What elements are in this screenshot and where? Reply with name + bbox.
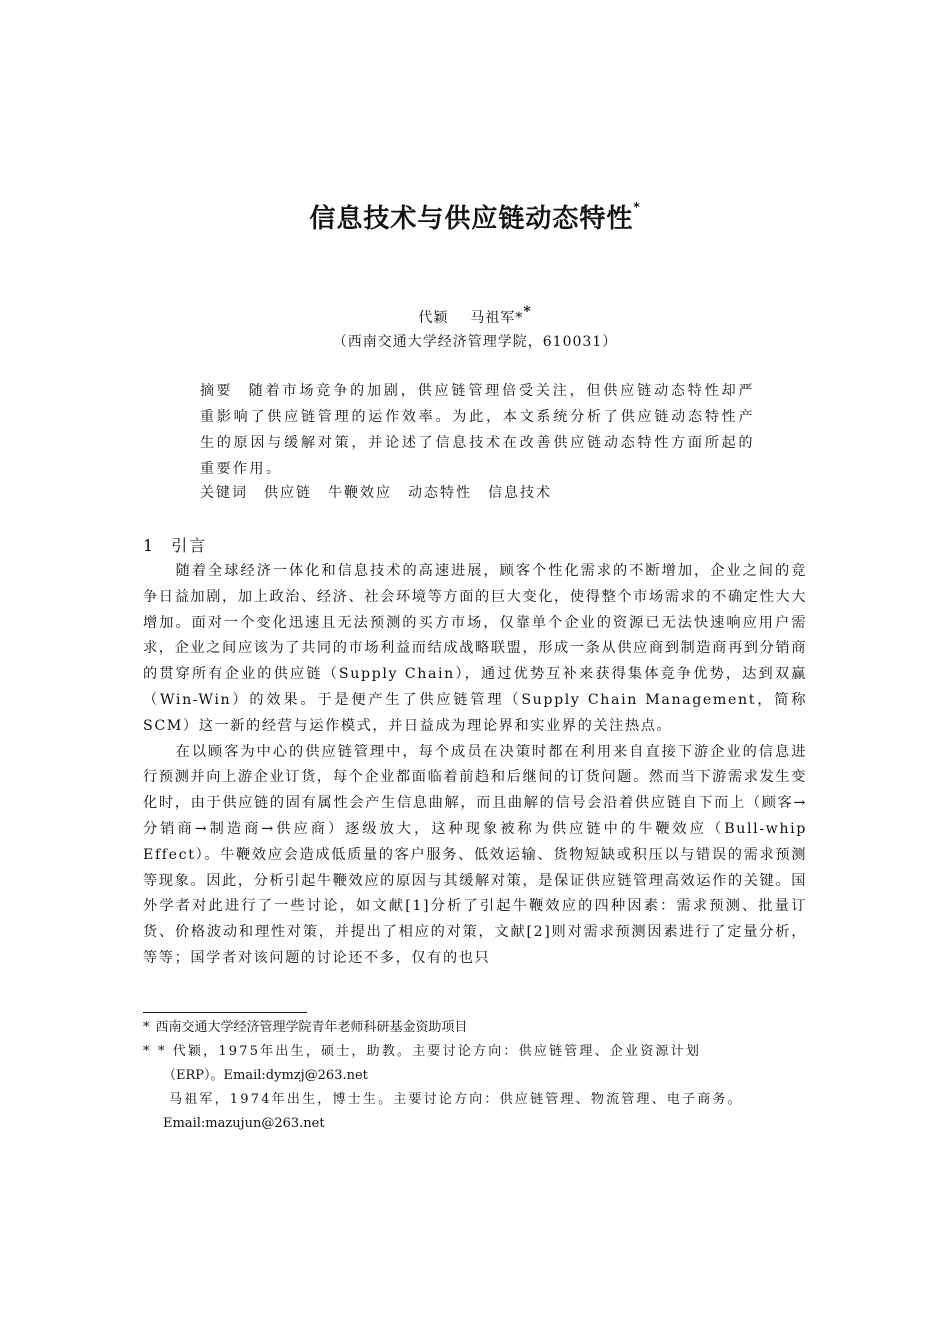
- keyword-item: 动态特性: [408, 485, 472, 501]
- footnote-2-continued: （ERP）。Email:dymzj@263.net: [163, 1068, 368, 1083]
- abstract-text: 随着市场竞争的加剧，供应链管理倍受关注，但供应链动态特性却严重影响了供应链管理的运作效率。为此，本文系统分析了供应链动态特性产生的原因与缓解对策，并论述了信息技术在改善供应链动态特性方面所起的重要作用。: [200, 383, 756, 477]
- footnote-1-text: 西南交通大学经济管理学院青年老师科研基金资助项目: [155, 1020, 468, 1035]
- author-2-footnote-mark: *: [523, 304, 532, 320]
- affiliation: （西南交通大学经济管理学院，610031）: [332, 334, 618, 350]
- footnote-1: [143, 1016, 811, 1040]
- author-2: 马祖军*: [470, 310, 524, 326]
- footnotes: [143, 1016, 811, 1136]
- paragraph: 在以顾客为中心的供应链管理中，每个成员在决策时都在利用来自直接下游企业的信息进行预测并向上游企业订货，每个企业都面临着前趋和后继间的订货问题。然而当下游需求发生变化时，由于供应链的固有属性会产生信息曲解，而且曲解的信号会沿着供应链自下而上（顾客→分销商→制造商→供应商）逐级放大，这种现象被称为供应链中的牛鞭效应（Bull-whip Effect）。牛鞭效应会造成低质量的客户服务、低效运输、货物短缺或积压以与错误的需求预测等现象。因此，分析引起牛鞭效应的原因与其缓解对策，是保证供应链管理高效运作的关键。国外学者对此进行了一些讨论，如文献[1]分析了引起牛鞭效应的四种因素：需求预测、批量订货、价格波动和理性对策，并提出了相应的对策，文献[2]则对需求预测因素进行了定量分析，等等；国学者对该问题的讨论还不多，仅有的也只: [143, 743, 807, 966]
- title-footnote-mark: *: [633, 200, 641, 214]
- footnote-1-mark: *: [143, 1020, 150, 1035]
- abstract: [200, 378, 755, 482]
- author-1: 代颖: [418, 310, 449, 326]
- keywords: [200, 482, 760, 502]
- footnote-2: [143, 1040, 811, 1064]
- paper-title: [0, 198, 950, 235]
- footnote-divider: [143, 1012, 307, 1013]
- keyword-item: 信息技术: [488, 485, 552, 501]
- footnote-3: 马祖军，1974年出生，博士生。主要讨论方向：供应链管理、物流管理、电子商务。: [169, 1092, 743, 1107]
- footnote-2-text: 代颖，1975年出生，硕士，助教。主要讨论方向：供应链管理、企业资源计划: [172, 1044, 702, 1059]
- abstract-label: 摘要: [200, 383, 233, 399]
- paper-title-text: 信息技术与供应链动态特性: [309, 204, 634, 234]
- footnote-3-continued: Email:mazujun@263.net: [163, 1116, 325, 1131]
- section-heading: [143, 533, 207, 556]
- keywords-label: 关键词: [200, 485, 248, 501]
- keyword-item: 牛鞭效应: [328, 485, 392, 501]
- section-number: 1: [143, 536, 156, 555]
- keyword-item: 供应链: [264, 485, 312, 501]
- footnote-2-mark: * *: [143, 1044, 167, 1059]
- body-text: [143, 559, 807, 972]
- author-line: [0, 304, 950, 327]
- section-title: 引言: [171, 536, 208, 555]
- paragraph: 随着全球经济一体化和信息技术的高速进展，顾客个性化需求的不断增加，企业之间的竞争日益加剧，加上政治、经济、社会环境等方面的巨大变化，使得整个市场需求的不确定性大大增加。面对一个变化迅速且无法预测的买方市场，仅靠单个企业的资源已无法快速响应用户需求，企业之间应该为了共同的市场利益而结成战略联盟，形成一条从供应商到制造商再到分销商的贯穿所有企业的供应链（Supply Chain），通过优势互补来获得集体竞争优势，达到双赢（Win-Win）的效果。于是便产生了供应链管理（Supply Chain Management，简称SCM）这一新的经营与运作模式，并日益成为理论界和实业界的关注热点。: [143, 563, 807, 734]
